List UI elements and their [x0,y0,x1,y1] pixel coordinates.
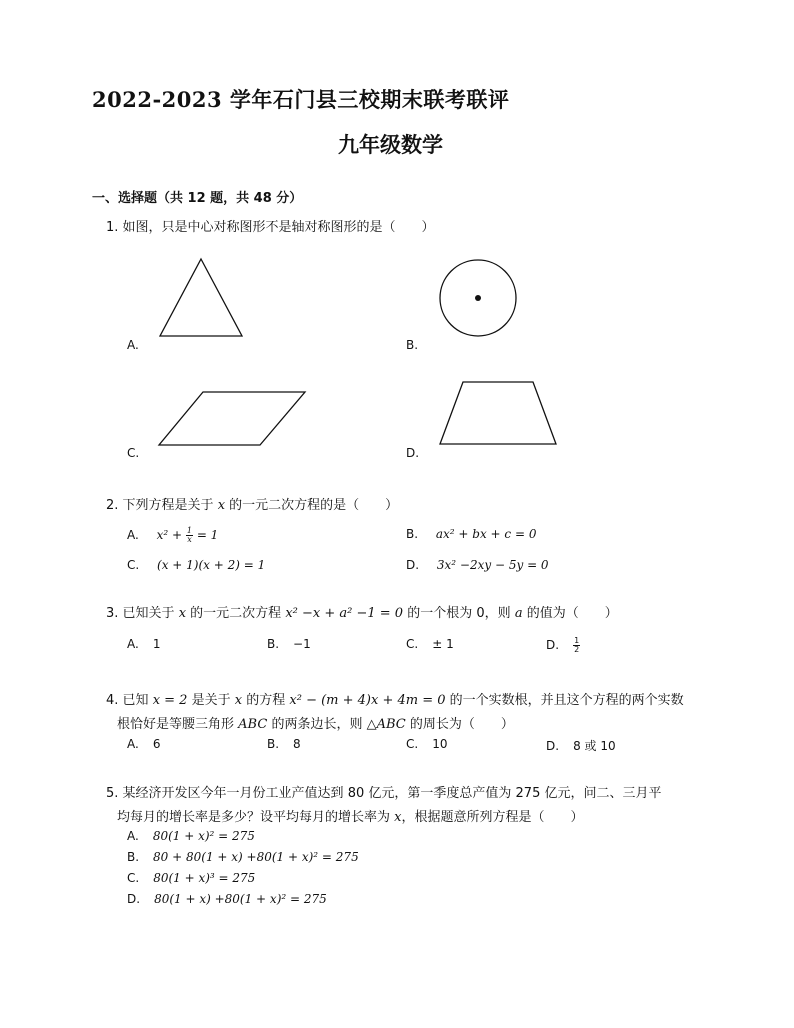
option-label: D. [406,558,420,572]
q4-option-c: C. 10 [406,737,448,751]
q1-stem: 1. 如图，只是中心对称图形不是轴对称图形的是（ ） [106,220,435,235]
option-label: A. [127,528,139,542]
q1-option-b-label: B. [406,338,419,352]
q3-option-c: C. ± 1 [406,637,454,651]
q4-stem-line1: 4. 已知 x = 2 是关于 x 的方程 x² − (m + 4)x + 4m = 0 的一个实数根，并且这个方程的两个实数 [106,693,684,708]
q4-option-d: D. 8 或 10 [546,739,616,753]
q5-option-b: B. 80 + 80(1 + x) +80(1 + x)² = 275 [127,850,359,864]
q1-option-a-label: A. [127,338,139,352]
q3-stem: 3. 已知关于 x 的一元二次方程 x² −x + a² −1 = 0 的一个根为 0，则 a 的值为（ ） [106,606,618,621]
q2-option-b: B. ax² + bx + c = 0 [406,527,537,541]
q5-option-a: A. 80(1 + x)² = 275 [127,829,255,843]
q4-stem-line2: 根恰好是等腰三角形 ABC 的两条边长，则 △ABC 的周长为（ ） [117,717,514,732]
exam-subtitle: 九年级数学 [338,132,443,157]
q3-option-d: D. $\frac{1}{2}$ [546,636,580,654]
q5-stem-line2: 均每月的增长率是多少？设平均每月的增长率为 x，根据题意所列方程是（ ） [117,810,584,825]
q4-option-a: A. 6 [127,737,161,751]
q1-figure-c-parallelogram [155,388,310,450]
q3-option-b: B. −1 [267,637,311,651]
q3-option-a: A. 1 [127,637,161,651]
q2-option-a: A. x² + $\frac{1}{x}$ = 1 [127,526,219,544]
q5-stem-line1: 5. 某经济开发区今年一月份工业产值达到 80 亿元，第一季度总产值为 275 亿元，问二、三月平 [106,786,662,801]
q1-option-d-label: D. [406,446,420,460]
q5-option-c: C. 80(1 + x)³ = 275 [127,871,256,885]
q1-figure-a-triangle [155,255,250,340]
exam-title: 2022-2023 学年石门县三校期末联考联评 [92,87,510,112]
q1-figure-b-circle [436,258,520,342]
q2-option-c: C. (x + 1)(x + 2) = 1 [127,558,266,572]
q4-option-b: B. 8 [267,737,301,751]
q1-option-c-label: C. [127,446,140,460]
q2-option-d: D. 3x² −2xy − 5y = 0 [406,558,549,572]
q2-stem: 2. 下列方程是关于 x 的一元二次方程的是（ ） [106,498,399,513]
fraction: $\frac{1}{x}$ [186,526,192,544]
q1-figure-d-trapezoid [436,378,560,448]
section-heading: 一、选择题（共 12 题，共 48 分） [92,191,303,206]
option-label: B. [406,527,419,541]
q5-option-d: D. 80(1 + x) +80(1 + x)² = 275 [127,892,327,906]
fraction: $\frac{1}{2}$ [574,636,580,654]
option-label: C. [127,558,140,572]
